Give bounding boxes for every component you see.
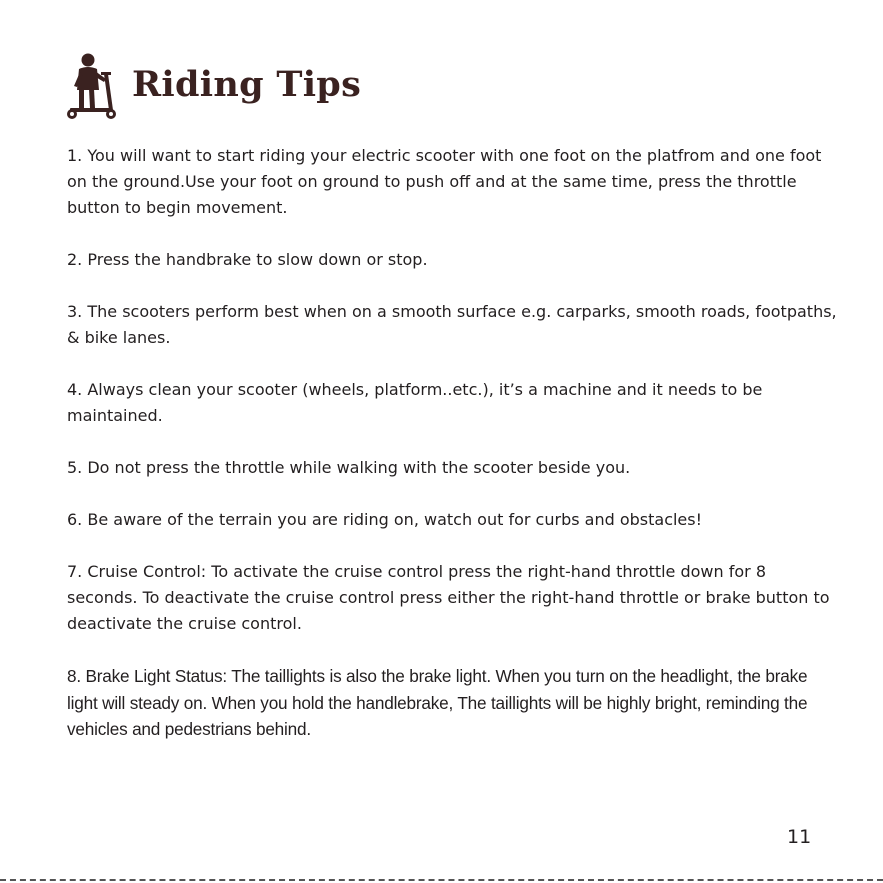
page-bottom-divider [0, 879, 883, 883]
tip-item: 5. Do not press the throttle while walking with the scooter beside you. [67, 458, 631, 477]
tip-item: 8. Brake Light Status: The taillights is also the brake light. When you turn on the headlight, the brake light will steady on. When you hold the handlebrake, The taillights will be highly bright, reminding the vehicles and pedestrians behind. [67, 666, 808, 739]
tip-item: 2. Press the handbrake to slow down or stop. [67, 250, 428, 269]
header [62, 52, 120, 122]
page-number: 11 [787, 826, 812, 848]
tip-item: 7. Cruise Control: To activate the cruise control press the right-hand throttle down for 8 seconds. To deactivate the cruise control press either the right-hand throttle or brake button to deactivate the cruise control. [67, 562, 830, 633]
tip-item: 1. You will want to start riding your electric scooter with one foot on the platfrom and one foot on the ground.Use your foot on ground to push off and at the same time, press the throttle button to begin movement. [67, 146, 822, 217]
tip-item: 4. Always clean your scooter (wheels, platform..etc.), it’s a machine and it needs to be maintained. [67, 380, 763, 425]
tips-list [67, 143, 837, 769]
tip-item: 6. Be aware of the terrain you are riding on, watch out for curbs and obstacles! [67, 510, 703, 529]
tip-item: 3. The scooters perform best when on a smooth surface e.g. carparks, smooth roads, footpaths, & bike lanes. [67, 302, 837, 347]
page-title: Riding Tips [132, 64, 362, 105]
scooter-rider-icon [62, 52, 120, 122]
